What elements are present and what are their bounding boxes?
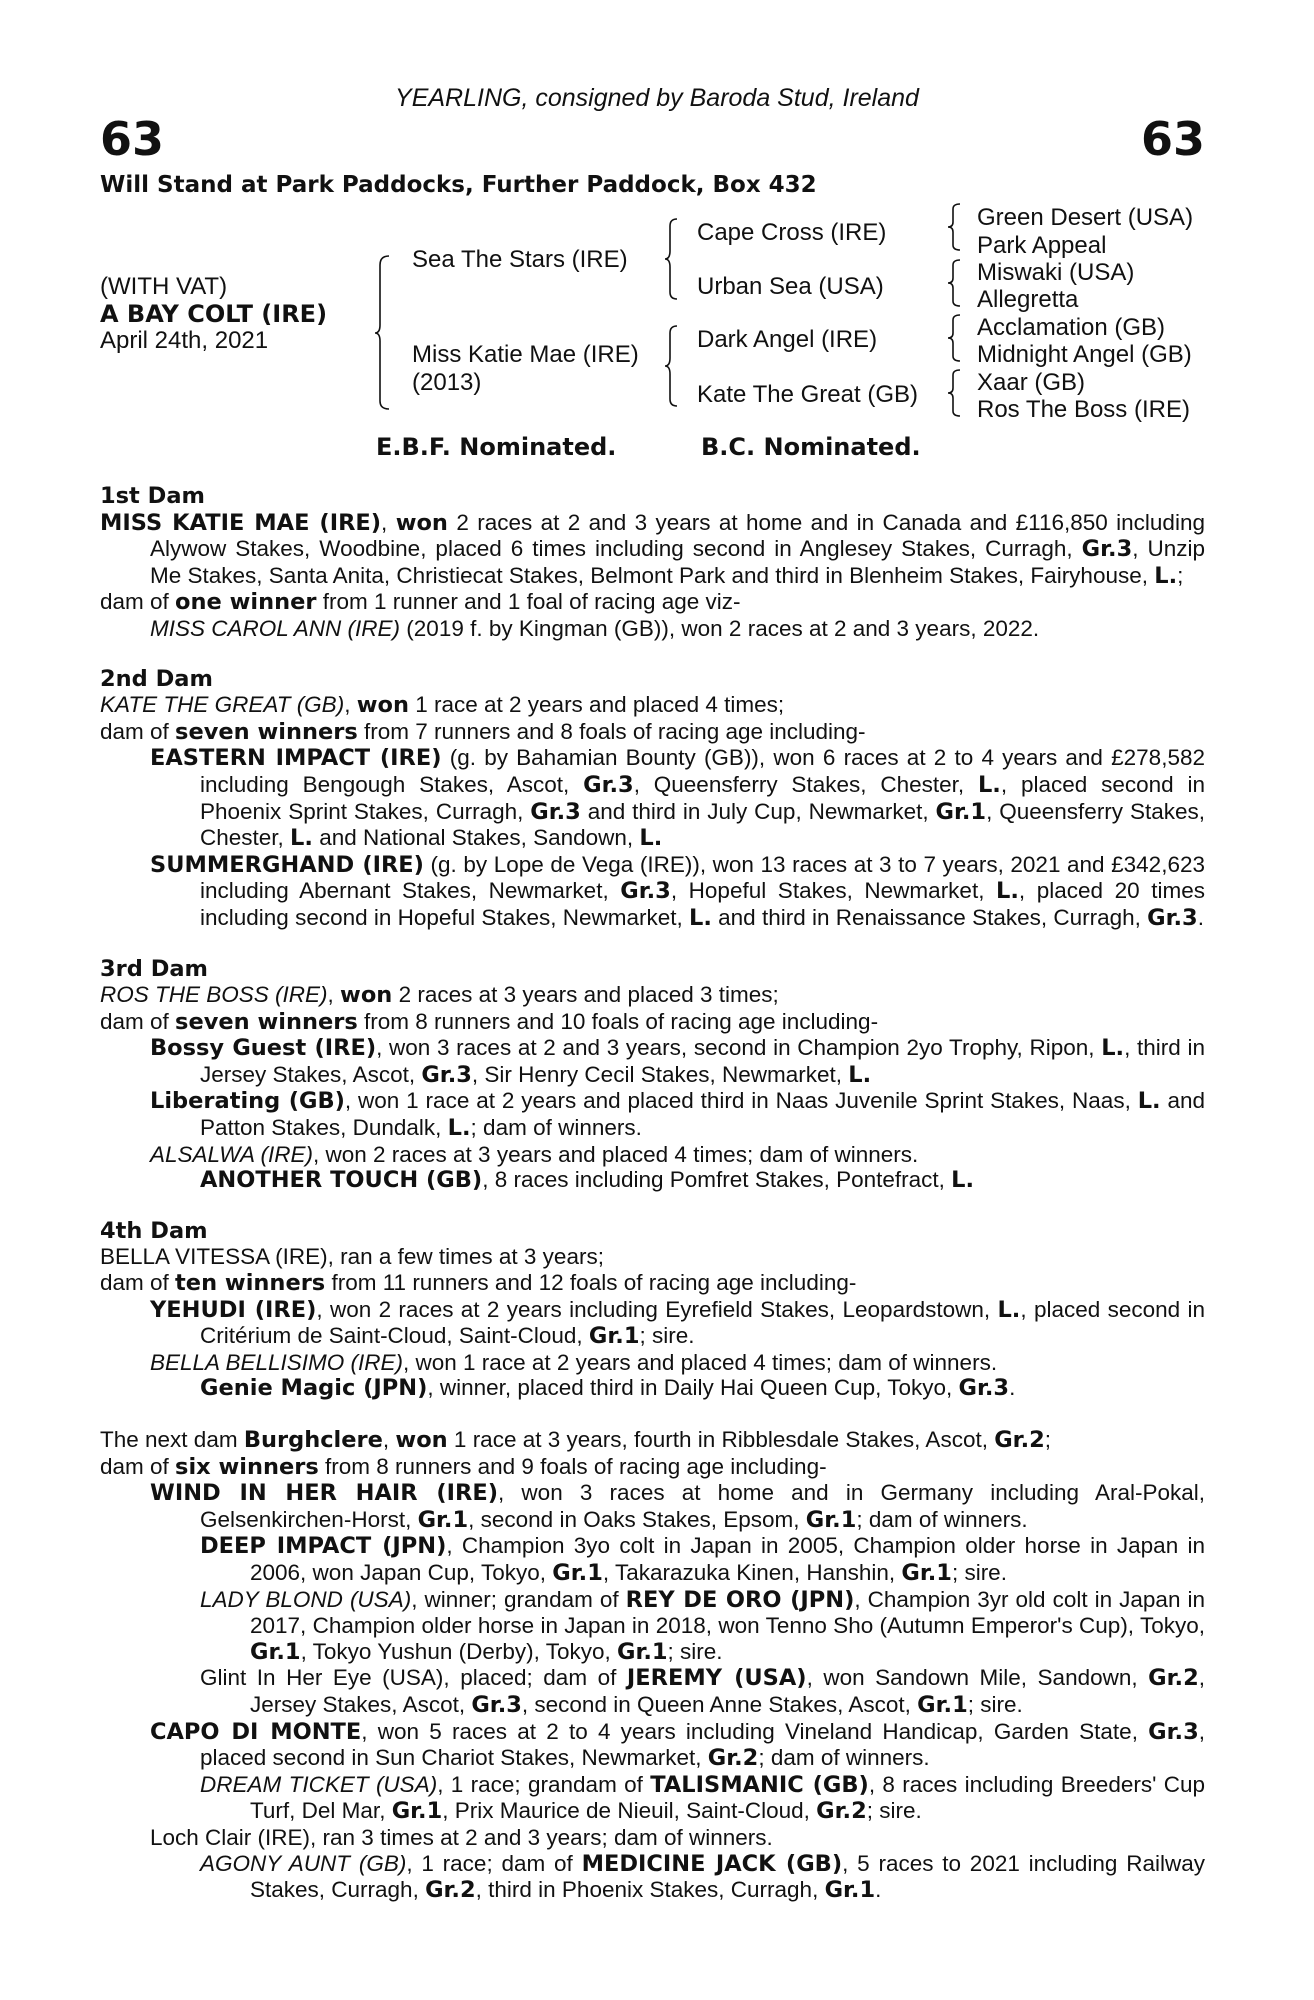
italic-text: ALSALWA (IRE)	[150, 1141, 313, 1167]
text-run: , 8 races including Pomfret Stakes, Pontefract,	[482, 1167, 952, 1193]
pedigree-bracket-g4-2	[948, 259, 962, 307]
text-run: , Tokyo Yushun (Derby), Tokyo,	[300, 1638, 617, 1664]
text-run: ,	[344, 692, 357, 718]
pedigree-bracket-sire	[665, 218, 679, 300]
bold-text: L.	[996, 878, 1019, 905]
pedigree-gen4-8: Ros The Boss (IRE)	[977, 396, 1190, 423]
produce-entry	[100, 1088, 1205, 1141]
text-run: , Queensferry Stakes, Chester,	[200, 798, 1205, 851]
bold-text: Gr.1	[935, 798, 987, 825]
record-line	[100, 589, 1205, 616]
text-run: (g. by Bahamian Bounty (GB)), won 6 races at 2 to 4 years and £278,582 including Bengough Stakes, Ascot,	[200, 745, 1205, 797]
bold-text: ANOTHER TOUCH (GB)	[200, 1167, 483, 1194]
produce-entry	[100, 1375, 1205, 1402]
text-run: ,	[381, 509, 396, 535]
bold-text: Gr.3	[1148, 1718, 1199, 1745]
record-line	[100, 982, 1205, 1009]
text-run: , winner; grandam of	[411, 1586, 626, 1612]
lot-number-left: 63	[100, 112, 165, 166]
bold-text: Gr.3	[530, 798, 581, 825]
text-run: and third in July Cup, Newmarket,	[580, 798, 936, 824]
dam-section	[100, 1427, 1205, 1904]
pedigree-bracket-g4-3	[948, 314, 962, 362]
dam-section	[100, 484, 1205, 642]
bold-text: Gr.3	[583, 771, 634, 798]
dam-heading: 2nd Dam	[100, 665, 213, 692]
dam-section	[100, 667, 1205, 932]
bold-text: L.	[977, 771, 1001, 798]
italic-text: AGONY AUNT (GB)	[200, 1850, 407, 1876]
vat-note: (WITH VAT)	[100, 273, 228, 300]
produce-entry	[100, 1587, 1205, 1666]
text-run: , Jersey Stakes, Ascot,	[250, 1665, 1205, 1717]
bold-text: L.	[1101, 1035, 1125, 1062]
text-run: , placed second in Critérium de Saint-Cloud, Saint-Cloud,	[200, 1296, 1205, 1349]
pedigree-sire-dam: Urban Sea (USA)	[697, 273, 884, 300]
produce-entry	[100, 1665, 1205, 1718]
record-line	[100, 510, 1205, 590]
bold-text: L.	[1137, 1088, 1161, 1115]
text-run: , Sir Henry Cecil Stakes, Newmarket,	[471, 1061, 849, 1087]
text-run: ;	[1177, 562, 1184, 588]
horse-name: A BAY COLT (IRE)	[100, 300, 328, 328]
italic-text: ROS THE BOSS (IRE)	[100, 982, 328, 1008]
produce-entry	[100, 1772, 1205, 1825]
bold-text: Gr.3	[1147, 904, 1198, 931]
text-run: , Prix Maurice de Nieuil, Saint-Cloud,	[442, 1798, 817, 1824]
bold-text: EASTERN IMPACT (IRE)	[150, 745, 442, 772]
stand-location: Will Stand at Park Paddocks, Further Paddock, Box 432	[100, 172, 817, 198]
text-run: , won 1 race at 2 years and placed 4 times; dam of winners.	[403, 1349, 998, 1375]
pedigree-gen4-5: Acclamation (GB)	[977, 314, 1166, 341]
bold-text: MEDICINE JACK (GB)	[581, 1850, 843, 1877]
bold-text: six winners	[175, 1453, 319, 1480]
text-run: and National Stakes, Sandown,	[312, 825, 640, 851]
text-run: , third in Jersey Stakes, Ascot,	[200, 1035, 1205, 1087]
text-run: ;	[1044, 1427, 1052, 1452]
pedigree-gen4-7: Xaar (GB)	[977, 369, 1086, 396]
pedigree-bracket-dam	[665, 325, 679, 407]
text-run: , won 2 races at 2 years including Eyrefield Stakes, Leopardstown,	[316, 1296, 998, 1322]
text-run: ; sire.	[639, 1323, 695, 1349]
text-run: , placed 20 times including second in Hopeful Stakes, Newmarket,	[200, 878, 1205, 930]
bold-text: DEEP IMPACT (JPN)	[200, 1533, 447, 1560]
text-run: 2 races at 2 and 3 years at home and in Canada and £116,850 including Alywow Stakes, Woodbine, placed 6 times including second in Anglesey Stakes, Curragh,	[150, 509, 1205, 562]
text-run: from 8 runners and 10 foals of racing age including-	[357, 1008, 879, 1034]
bold-text: Gr.1	[588, 1323, 640, 1350]
pedigree-dam-year: (2013)	[412, 369, 482, 396]
bold-text: L.	[290, 825, 313, 852]
text-run: , Hopeful Stakes, Newmarket,	[670, 878, 997, 904]
text-run: , third in Phoenix Stakes, Curragh,	[475, 1877, 825, 1903]
bold-text: Gr.2	[994, 1427, 1045, 1453]
lot-number-right: 63	[1140, 112, 1205, 166]
bold-text: L.	[997, 1296, 1021, 1323]
text-run: , won Sandown Mile, Sandown,	[806, 1665, 1149, 1691]
bold-text: Gr.2	[1148, 1665, 1199, 1692]
text-run: , Champion 3yr old colt in Japan in 2017, Champion older horse in Japan in 2018, won Tenno Sho (Autumn Emperor's Cup), Tokyo,	[250, 1586, 1205, 1639]
produce-entry	[100, 745, 1205, 851]
text-run: 2 races at 3 years and placed 3 times;	[392, 982, 779, 1008]
text-run: dam of	[100, 589, 176, 615]
text-run: 1 race at 3 years, fourth in Ribblesdale Stakes, Ascot,	[447, 1427, 995, 1452]
text-run: ; dam of winners.	[470, 1115, 642, 1141]
consignor-header: YEARLING, consigned by Baroda Stud, Ireland	[395, 84, 919, 112]
produce-entry	[100, 852, 1205, 932]
text-run: ,	[382, 1427, 396, 1452]
record-line	[100, 1009, 1205, 1036]
text-run: , won 3 races at home and in Germany including Aral-Pokal, Gelsenkirchen-Horst,	[200, 1480, 1205, 1532]
bold-text: Genie Magic (JPN)	[200, 1375, 428, 1402]
italic-text: KATE THE GREAT (GB)	[100, 692, 345, 718]
text-run: .	[875, 1877, 882, 1903]
bold-text: Gr.1	[901, 1559, 952, 1586]
bold-text: Gr.3	[471, 1691, 522, 1718]
record-line	[100, 719, 1205, 746]
bold-text: Gr.3	[958, 1375, 1010, 1402]
bold-text: JEREMY (USA)	[626, 1665, 807, 1692]
text-run: (2019 f. by Kingman (GB)), won 2 races at 2 and 3 years, 2022.	[400, 615, 1040, 641]
bold-text: Gr.3	[620, 878, 671, 905]
bold-text: MISS KATIE MAE (IRE)	[100, 509, 382, 536]
italic-text: BELLA BELLISIMO (IRE)	[150, 1349, 404, 1375]
ebf-nomination: E.B.F. Nominated.	[376, 433, 617, 461]
text-run: , Takarazuka Kinen, Hanshin,	[602, 1559, 902, 1585]
text-run: and third in Renaissance Stakes, Curragh,	[711, 904, 1148, 930]
text-run: dam of	[100, 1270, 176, 1296]
produce-entry	[100, 1533, 1205, 1586]
text-run: ; dam of winners.	[856, 1506, 1028, 1532]
record-line	[100, 1244, 1205, 1270]
text-run: , won 2 races at 3 years and placed 4 times; dam of winners.	[312, 1141, 919, 1167]
pedigree-bracket-main	[375, 255, 391, 410]
dam-section	[100, 1219, 1205, 1402]
bold-text: Gr.1	[805, 1506, 857, 1533]
text-run: , winner, placed third in Daily Hai Queen Cup, Tokyo,	[427, 1375, 959, 1401]
produce-record	[100, 484, 1205, 1904]
bold-text: won	[356, 692, 409, 719]
bold-text: Gr.1	[391, 1798, 443, 1825]
text-run: and Patton Stakes, Dundalk,	[200, 1088, 1206, 1141]
text-run: , 8 races including Breeders' Cup Turf, Del Mar,	[250, 1771, 1206, 1824]
bold-text: Gr.1	[552, 1559, 603, 1586]
bold-text: one winner	[175, 589, 317, 616]
bold-text: Gr.1	[917, 1691, 968, 1718]
text-run: Glint In Her Eye (USA), placed; dam of	[200, 1665, 627, 1691]
text-run: 1 race at 2 years and placed 4 times;	[408, 692, 785, 718]
produce-entry	[100, 1167, 1205, 1194]
record-line	[100, 1270, 1205, 1297]
italic-text: MISS CAROL ANN (IRE)	[150, 615, 401, 641]
text-run: from 7 runners and 8 foals of racing age including-	[357, 718, 866, 744]
bold-text: won	[395, 509, 448, 536]
text-run: , second in Queen Anne Stakes, Ascot,	[521, 1691, 918, 1717]
text-run: ; sire.	[866, 1798, 922, 1824]
pedigree-sire-sire: Cape Cross (IRE)	[697, 219, 887, 246]
bold-text: L.	[639, 825, 663, 852]
pedigree-dam: Miss Katie Mae (IRE)	[412, 341, 639, 368]
text-run: ; dam of winners.	[758, 1745, 930, 1771]
pedigree-bracket-g4-4	[948, 369, 962, 417]
text-run: , 1 race; grandam of	[437, 1771, 651, 1797]
text-run: from 8 runners and 9 foals of racing age including-	[318, 1453, 827, 1479]
pedigree-dam-dam: Kate The Great (GB)	[697, 381, 918, 408]
pedigree-bracket-g4-1	[948, 203, 962, 251]
bold-text: REY DE ORO (JPN)	[625, 1586, 855, 1613]
text-run: ; sire.	[967, 1691, 1023, 1717]
bold-text: Liberating (GB)	[150, 1088, 345, 1115]
bold-text: Gr.2	[816, 1798, 867, 1825]
pedigree-sire: Sea The Stars (IRE)	[412, 246, 628, 273]
bold-text: L.	[689, 904, 712, 931]
text-run: (g. by Lope de Vega (IRE)), won 13 races at 3 to 7 years, 2021 and £342,623 including Abernant Stakes, Newmarket,	[200, 851, 1205, 904]
text-run: .	[1009, 1375, 1016, 1401]
bold-text: TALISMANIC (GB)	[650, 1771, 869, 1798]
produce-entry	[100, 1297, 1205, 1350]
produce-entry	[100, 1851, 1205, 1904]
pedigree-gen4-2: Park Appeal	[977, 232, 1107, 259]
text-run: The next dam	[100, 1427, 244, 1452]
text-run: ,	[327, 982, 341, 1008]
produce-entry	[100, 1142, 1205, 1168]
pedigree-gen4-1: Green Desert (USA)	[977, 204, 1194, 231]
produce-entry	[100, 1825, 1205, 1851]
bold-text: Bossy Guest (IRE)	[150, 1035, 377, 1062]
bc-nomination: B.C. Nominated.	[701, 433, 921, 461]
bold-text: Gr.1	[824, 1877, 876, 1904]
text-run: ; sire.	[667, 1638, 723, 1664]
produce-entry	[100, 1350, 1205, 1376]
text-run: dam of	[100, 1008, 176, 1034]
bold-text: won	[340, 982, 393, 1009]
record-line	[100, 1427, 1205, 1454]
italic-text: DREAM TICKET (USA)	[200, 1771, 438, 1797]
bold-text: L.	[1154, 562, 1178, 589]
text-run: Loch Clair (IRE), ran 3 times at 2 and 3 years; dam of winners.	[150, 1824, 773, 1850]
bold-text: WIND IN HER HAIR (IRE)	[150, 1480, 499, 1507]
bold-text: won	[395, 1427, 448, 1453]
bold-text: Burghclere	[243, 1427, 383, 1453]
bold-text: L.	[951, 1167, 975, 1194]
dam-heading: 1st Dam	[100, 483, 205, 509]
pedigree-gen4-4: Allegretta	[977, 286, 1079, 313]
bold-text: Gr.3	[1081, 536, 1133, 563]
text-run: , won 5 races at 2 to 4 years including Vineland Handicap, Garden State,	[361, 1718, 1149, 1744]
text-run: , Champion 3yo colt in Japan in 2005, Champion older horse in Japan in 2006, won Japan Cup, Tokyo,	[250, 1533, 1206, 1585]
dam-heading: 4th Dam	[100, 1217, 208, 1244]
produce-entry	[100, 1035, 1205, 1088]
text-run: , Queensferry Stakes, Chester,	[633, 771, 978, 797]
bold-text: Gr.1	[250, 1638, 301, 1665]
dam-heading: 3rd Dam	[100, 955, 208, 982]
text-run: dam of	[100, 1453, 176, 1479]
bold-text: Gr.1	[417, 1506, 469, 1533]
foaling-date: April 24th, 2021	[100, 327, 269, 354]
bold-text: seven winners	[175, 1008, 358, 1035]
text-run: , won 1 race at 2 years and placed third in Naas Juvenile Sprint Stakes, Naas,	[344, 1088, 1138, 1114]
bold-text: Gr.1	[616, 1638, 668, 1665]
text-run: , won 3 races at 2 and 3 years, second in Champion 2yo Trophy, Ripon,	[376, 1035, 1102, 1061]
text-run: , 5 races to 2021 including Railway Stakes, Curragh,	[250, 1850, 1206, 1903]
text-run: ; sire.	[951, 1559, 1007, 1585]
dam-section	[100, 957, 1205, 1194]
record-line	[100, 1454, 1205, 1481]
bold-text: Gr.3	[421, 1061, 472, 1088]
text-run: dam of	[100, 718, 176, 744]
text-run: , second in Oaks Stakes, Epsom,	[468, 1506, 806, 1532]
text-run: , placed second in Sun Chariot Stakes, Newmarket,	[200, 1718, 1205, 1771]
text-run: from 11 runners and 12 foals of racing age including-	[325, 1270, 857, 1296]
text-run: BELLA VITESSA (IRE), ran a few times at 3 years;	[100, 1244, 604, 1270]
text-run: from 1 runner and 1 foal of racing age viz-	[316, 589, 741, 615]
bold-text: ten winners	[175, 1270, 326, 1297]
bold-text: seven winners	[175, 718, 358, 745]
bold-text: L.	[848, 1061, 872, 1088]
text-run: .	[1197, 904, 1204, 930]
produce-entry	[100, 1480, 1205, 1533]
bold-text: CAPO DI MONTE	[150, 1718, 362, 1745]
pedigree-dam-sire: Dark Angel (IRE)	[697, 326, 878, 353]
text-run: , 1 race; dam of	[406, 1850, 582, 1876]
bold-text: SUMMERGHAND (IRE)	[150, 851, 424, 878]
pedigree-gen4-6: Midnight Angel (GB)	[977, 341, 1192, 368]
text-run: , Unzip Me Stakes, Santa Anita, Christiecat Stakes, Belmont Park and third in Blenheim Stakes, Fairyhouse,	[150, 536, 1205, 588]
bold-text: Gr.2	[707, 1745, 759, 1772]
italic-text: LADY BLOND (USA)	[200, 1586, 412, 1612]
bold-text: YEHUDI (IRE)	[150, 1296, 317, 1323]
bold-text: L.	[447, 1115, 471, 1142]
produce-entry	[100, 1719, 1205, 1772]
bold-text: Gr.2	[425, 1877, 476, 1904]
text-run: , placed second in Phoenix Sprint Stakes, Curragh,	[200, 771, 1205, 824]
record-line	[100, 692, 1205, 719]
produce-entry	[100, 616, 1205, 642]
pedigree-gen4-3: Miswaki (USA)	[977, 259, 1135, 286]
